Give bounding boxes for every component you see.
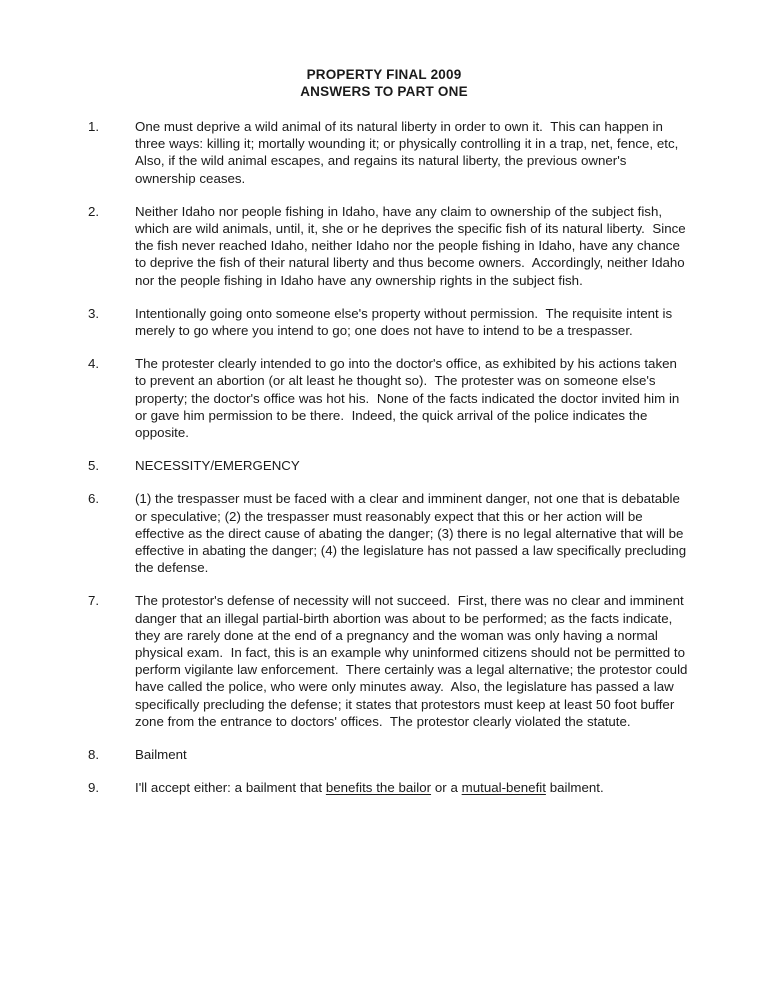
answer-number: 2. [88,203,100,219]
text-run: bailment. [545,780,604,796]
answer-number: 4. [88,356,100,372]
page-title-line-2: ANSWERS TO PART ONE [300,84,468,99]
underlined-term: mutual-benefit [461,780,546,796]
answer-item [0,490,768,576]
answer-item [0,457,768,474]
text-run: I'll accept either: a bailment that [135,780,326,796]
answer-number: 1. [88,119,100,134]
answer-item [0,746,768,763]
page-title [0,0,768,100]
answer-item [0,203,768,289]
answer-text: Intentionally going onto someone else's property without permission. The requisite intent is merely to go where you intend to go; one does not have to intend to be a trespasser. [135,305,676,339]
answer-number: 9. [88,780,100,796]
answer-item [0,355,768,441]
answer-text: The protester clearly intended to go into the doctor's office, as exhibited by his actions taken to prevent an abortion (or alt least he thought so). The protester was on someone else's property; the doctor's office was hot his. None of the facts indicated the doctor invited him in or gave him permission to be there. Indeed, the quick arrival of the police indicates the opposite. [135,356,684,441]
answer-list [0,118,768,797]
answer-number: 7. [88,593,100,609]
underlined-term: benefits the bailor [325,780,432,796]
answer-number: 3. [88,305,100,321]
answer-number: 8. [88,747,100,763]
answer-text: Bailment [135,747,187,763]
answer-text: One must deprive a wild animal of its natural liberty in order to own it. This can happen in three ways: killing it; mortally wounding it; or physically controlling it in a trap, net, fence, etc, Also, if the wild animal escapes, and regains its natural liberty, the previous owner's ownership ceases. [135,119,686,186]
answer-number: 6. [88,491,100,507]
answer-item [0,592,768,730]
answer-text: NECESSITY/EMERGENCY [135,458,300,474]
answer-item [0,779,768,796]
answer-text: The protestor's defense of necessity will not succeed. First, there was no clear and imminent danger that an illegal partial-birth abortion was about to be performed; as the facts indicate, they are rarely done at the end of a pregnancy and the woman was only having a normal physical exam. In fact, this is an example why uninformed citizens should not be permitted to perform vigilante law enforcement. There certainly was a legal alternative; the protestor could have called the police, who were only minutes away. Also, the legislature has passed a law specifically precluding the defense; it states that protestors must keep at least 50 foot buffer zone from the entrance to doctors' offices. The protestor clearly violated the statute. [135,593,692,729]
answer-number: 5. [88,458,100,474]
answer-item [0,305,768,339]
text-run: or a [431,780,462,796]
answer-text: (1) the trespasser must be faced with a clear and imminent danger, not one that is debatable or speculative; (2) the trespasser must reasonably expect that this or her action will be effective as the direct cause of abating the danger; (3) there is no legal alternative that will be effective in abating the danger; (4) the legislature has not passed a law specifically precluding the defense. [135,491,690,576]
answer-item [0,118,768,187]
page-title-line-1: PROPERTY FINAL 2009 [306,67,462,82]
answer-text: Neither Idaho nor people fishing in Idaho, have any claim to ownership of the subject fish, which are wild animals, until, it, she or he deprives the specific fish of its natural liberty. Since the fish never reached Idaho, neither Idaho nor the people fishing in Idaho, have any chance to deprive the fish of their natural liberty and thus become owners. Accordingly, neither Idaho nor the people fishing in Idaho have any ownership rights in the subject fish. [135,203,690,288]
answer-text [135,779,690,796]
